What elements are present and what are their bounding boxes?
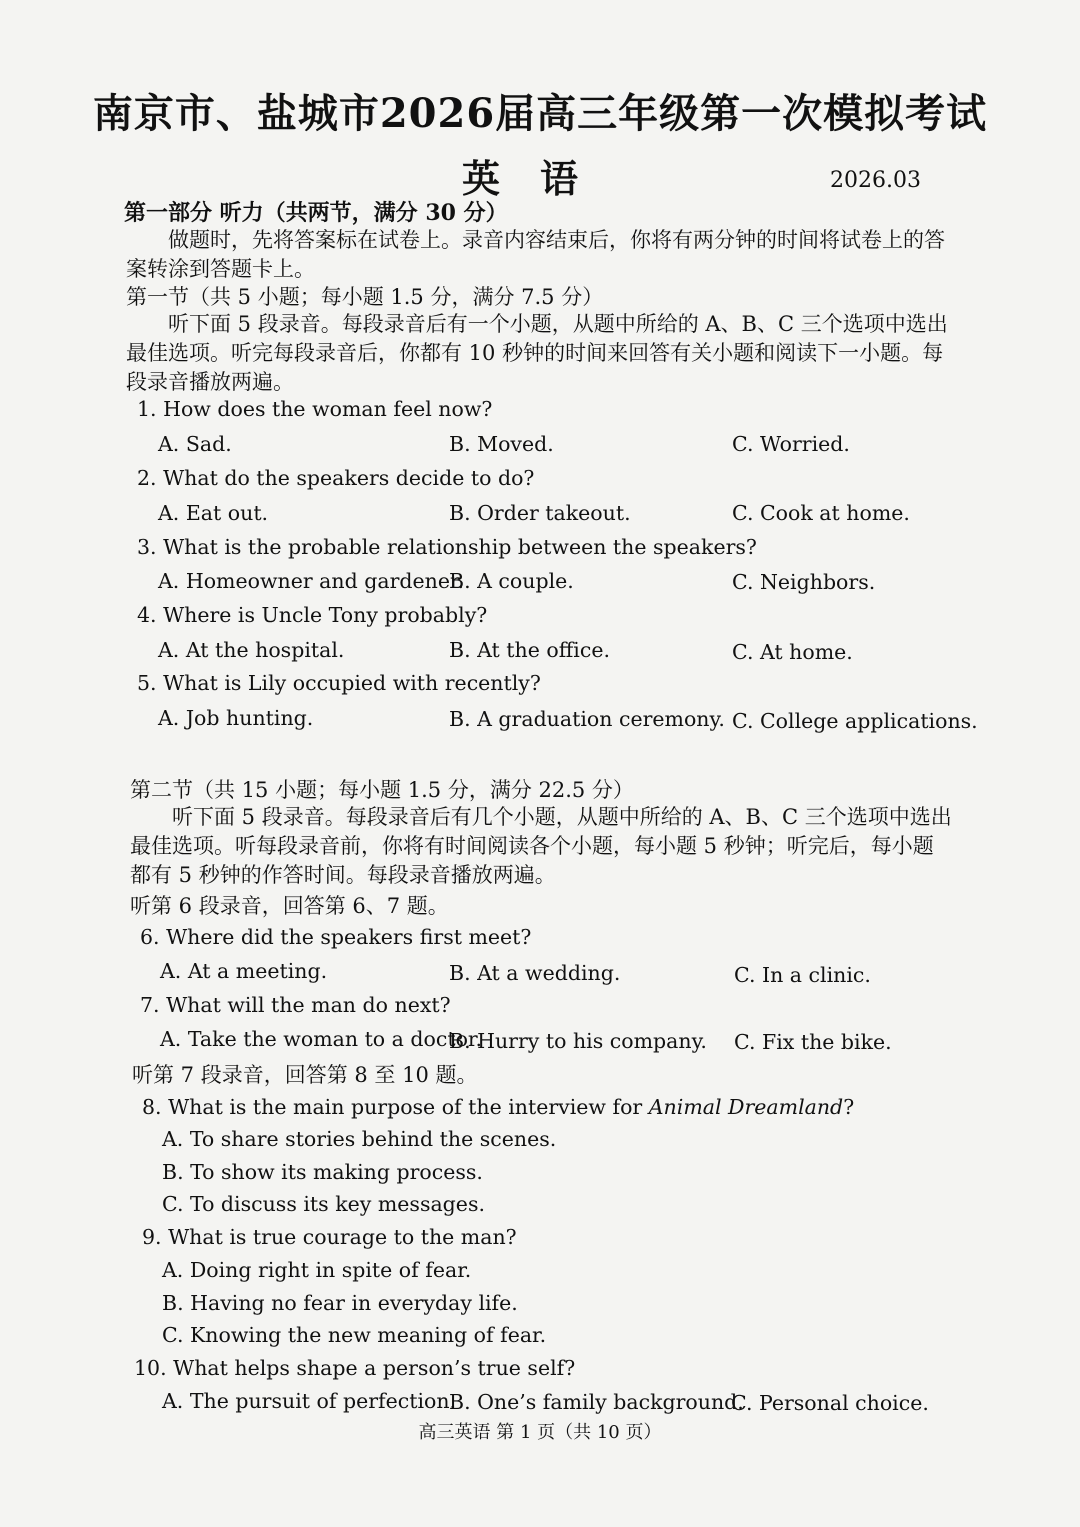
section2-heading: 第二节（共 15 小题；每小题 1.5 分，满分 22.5 分）	[130, 778, 634, 802]
q2-option-c: C. Cook at home.	[732, 501, 910, 525]
question-8-film-title: Animal Dreamland	[648, 1095, 844, 1119]
q2-option-a: A. Eat out.	[158, 501, 269, 525]
q1-option-c: C. Worried.	[732, 432, 850, 456]
q3-option-a: A. Homeowner and gardener.	[158, 569, 465, 593]
section1-instructions: 听下面 5 段录音。每段录音后有一个小题，从题中所给的 A、B、C 三个选项中选出最佳选项。听完每段录音后，你都有 10 秒钟的时间来回答有关小题和阅读下一小题。每段录音播放两遍。	[126, 312, 948, 394]
exam-title: 南京市、盐城市2026届高三年级第一次模拟考试	[92, 90, 988, 137]
q1-option-a: A. Sad.	[158, 432, 232, 456]
q10-option-c: C. Personal choice.	[731, 1391, 929, 1415]
q1-option-b: B. Moved.	[449, 432, 554, 456]
question-10: 10. What helps shape a person’s true self?	[134, 1356, 576, 1380]
question-4: 4. Where is Uncle Tony probably?	[137, 603, 488, 627]
q3-option-b: B. A couple.	[449, 569, 574, 593]
q10-option-b: B. One’s family background.	[449, 1390, 744, 1414]
q7-option-a: A. Take the woman to a doctor.	[160, 1027, 482, 1051]
q8-option-a: A. To share stories behind the scenes.	[162, 1127, 557, 1151]
question-6: 6. Where did the speakers first meet?	[140, 925, 532, 949]
q7-option-b: B. Hurry to his company.	[449, 1029, 707, 1053]
q5-option-b: B. A graduation ceremony.	[449, 707, 725, 731]
q8-option-c: C. To discuss its key messages.	[162, 1192, 485, 1216]
question-5: 5. What is Lily occupied with recently?	[137, 671, 541, 695]
part1-instructions: 做题时，先将答案标在试卷上。录音内容结束后，你将有两分钟的时间将试卷上的答案转涂到答题卡上。	[126, 228, 945, 281]
question-8-stem-end: ?	[843, 1095, 855, 1119]
q2-option-b: B. Order takeout.	[449, 501, 631, 525]
question-3: 3. What is the probable relationship between the speakers?	[137, 535, 757, 559]
q6-option-b: B. At a wedding.	[449, 961, 621, 985]
q3-option-c: C. Neighbors.	[732, 570, 876, 594]
q4-option-b: B. At the office.	[449, 638, 610, 662]
q10-option-a: A. The pursuit of perfection.	[162, 1389, 457, 1413]
q6-option-a: A. At a meeting.	[160, 959, 328, 983]
group-7-instruction: 听第 7 段录音，回答第 8 至 10 题。	[132, 1063, 478, 1087]
part1-heading: 第一部分 听力（共两节，满分 30 分）	[124, 200, 508, 226]
group-6-instruction: 听第 6 段录音，回答第 6、7 题。	[130, 894, 449, 918]
q5-option-c: C. College applications.	[732, 709, 978, 733]
question-8	[142, 1095, 854, 1119]
question-9: 9. What is true courage to the man?	[142, 1225, 517, 1249]
question-2: 2. What do the speakers decide to do?	[137, 466, 535, 490]
q9-option-a: A. Doing right in spite of fear.	[162, 1258, 472, 1282]
q7-option-c: C. Fix the bike.	[734, 1030, 892, 1054]
q5-option-a: A. Job hunting.	[158, 706, 314, 730]
q4-option-c: C. At home.	[732, 640, 853, 664]
section2-instructions: 听下面 5 段录音。每段录音后有几个小题，从题中所给的 A、B、C 三个选项中选出最佳选项。听每段录音前，你将有时间阅读各个小题，每小题 5 秒钟；听完后，每小题都有 5 秒钟的作答时间。每段录音播放两遍。	[130, 805, 952, 887]
page-footer: 高三英语 第 1 页（共 10 页）	[418, 1422, 662, 1443]
question-8-stem: 8. What is the main purpose of the interview for	[142, 1095, 649, 1119]
q8-option-b: B. To show its making process.	[162, 1160, 483, 1184]
section1-heading: 第一节（共 5 小题；每小题 1.5 分，满分 7.5 分）	[126, 285, 604, 309]
exam-subject: 英语	[461, 156, 618, 201]
q4-option-a: A. At the hospital.	[158, 638, 345, 662]
q6-option-c: C. In a clinic.	[734, 963, 871, 987]
question-7: 7. What will the man do next?	[140, 993, 451, 1017]
question-1: 1. How does the woman feel now?	[137, 397, 493, 421]
exam-date: 2026.03	[830, 168, 921, 193]
q9-option-b: B. Having no fear in everyday life.	[162, 1291, 518, 1315]
q9-option-c: C. Knowing the new meaning of fear.	[162, 1323, 547, 1347]
